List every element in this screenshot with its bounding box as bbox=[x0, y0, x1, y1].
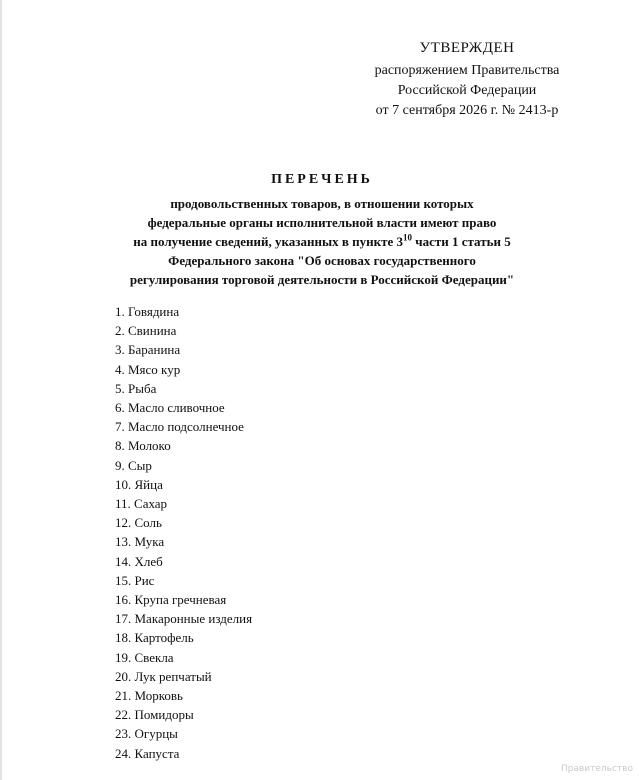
list-item: 9. Сыр bbox=[115, 457, 152, 473]
list-item: 3. Баранина bbox=[115, 342, 181, 358]
list-item: 7. Масло подсолнечное bbox=[115, 419, 244, 435]
approval-line-1: распоряжением Правительства bbox=[374, 63, 560, 78]
product-list bbox=[115, 302, 252, 763]
approval-line-2: Российской Федерации bbox=[397, 83, 537, 98]
list-item: 16. Крупа гречневая bbox=[115, 592, 227, 608]
list-item: 8. Молоко bbox=[115, 438, 171, 454]
subheading-line-1: продовольственных товаров, в отношении которых bbox=[170, 196, 474, 211]
list-item: 15. Рис bbox=[115, 572, 155, 588]
approval-line-3: от 7 сентября 2026 г. № 2413-р bbox=[375, 103, 559, 118]
approval-title: УТВЕРЖДЕН bbox=[419, 40, 515, 56]
list-item: 11. Сахар bbox=[115, 496, 168, 512]
list-item: 17. Макаронные изделия bbox=[115, 611, 253, 627]
subheading-line-3 bbox=[22, 232, 622, 251]
list-item: 23. Огурцы bbox=[115, 726, 178, 742]
paragraph-superscript: 10 bbox=[403, 232, 412, 243]
list-item: 13. Мука bbox=[115, 534, 165, 550]
list-item: 18. Картофель bbox=[115, 630, 194, 646]
subheading-line-5: регулирования торговой деятельности в Российской Федерации" bbox=[129, 272, 515, 287]
document-subheading bbox=[22, 194, 622, 289]
list-item: 24. Капуста bbox=[115, 745, 180, 761]
list-item: 19. Свекла bbox=[115, 649, 174, 665]
list-item: 22. Помидоры bbox=[115, 707, 194, 723]
subheading-line-3-text: на получение сведений, указанных в пункте 3 bbox=[133, 234, 403, 249]
list-item: 14. Хлеб bbox=[115, 553, 163, 569]
list-item: 12. Соль bbox=[115, 515, 162, 531]
list-item: 10. Яйца bbox=[115, 476, 163, 492]
subheading-line-3-tail: части 1 статьи 5 bbox=[412, 234, 511, 249]
list-item: 21. Морковь bbox=[115, 688, 183, 704]
list-item: 2. Свинина bbox=[115, 323, 177, 339]
list-item: 5. Рыба bbox=[115, 380, 157, 396]
list-item: 1. Говядина bbox=[115, 304, 180, 319]
subheading-line-4: Федерального закона "Об основах государственного bbox=[168, 253, 476, 268]
watermark: Правительство bbox=[561, 764, 633, 774]
list-item: 6. Масло сливочное bbox=[115, 400, 225, 416]
document-heading: ПЕРЕЧЕНЬ bbox=[271, 172, 373, 187]
approval-block bbox=[332, 38, 602, 121]
list-item: 4. Мясо кур bbox=[115, 361, 181, 377]
list-item: 20. Лук репчатый bbox=[115, 668, 212, 684]
subheading-line-2: федеральные органы исполнительной власти имеют право bbox=[147, 215, 497, 230]
